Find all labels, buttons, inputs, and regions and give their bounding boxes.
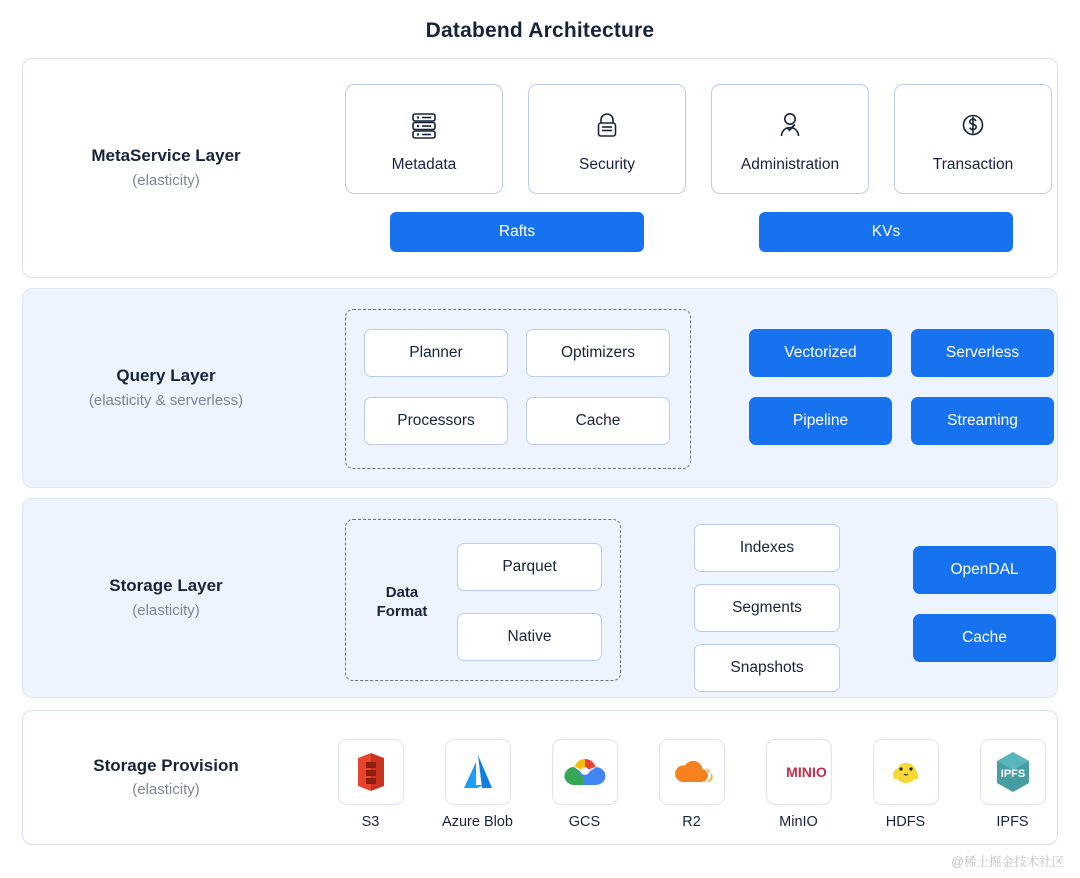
storage-provider-label: S3 [361, 814, 380, 830]
svg-text:IO: IO [811, 764, 827, 780]
query-feature-vectorized[interactable]: Vectorized [749, 329, 892, 377]
data-format-label-line2: Format [376, 602, 428, 620]
storage-provider-r2[interactable] [656, 739, 727, 830]
minio-icon [766, 739, 832, 805]
query-feature-serverless[interactable]: Serverless [911, 329, 1054, 377]
storage-provider-hdfs[interactable] [870, 739, 941, 830]
data-format-label [361, 584, 443, 622]
storage-provider-label: GCS [568, 814, 601, 830]
hadoop-icon [873, 739, 939, 805]
query-feature-list [749, 329, 1054, 445]
database-icon [406, 104, 442, 146]
storage-layer-name: Storage Layer [109, 576, 223, 596]
data-format-label-line1: Data [385, 584, 419, 601]
metaservice-layer [22, 58, 1058, 278]
metaservice-card-transaction[interactable] [894, 84, 1052, 194]
storage-provider-label: HDFS [885, 814, 926, 830]
query-feature-pipeline[interactable]: Pipeline [749, 397, 892, 445]
query-layer [22, 288, 1058, 488]
storage-provision-layer [22, 710, 1058, 845]
storage-provider-label: Azure Blob [442, 814, 513, 830]
storage-structure-segments[interactable]: Segments [694, 584, 840, 632]
metaservice-card-security[interactable] [528, 84, 686, 194]
metaservice-layer-sub: (elasticity) [132, 171, 200, 189]
storage-provider-label: MinIO [779, 814, 818, 830]
metaservice-layer-name: MetaService Layer [91, 146, 241, 166]
aws-s3-icon [338, 739, 404, 805]
storage-structure-indexes[interactable]: Indexes [694, 524, 840, 572]
dollar-circle-icon [955, 104, 991, 146]
ipfs-icon [980, 739, 1046, 805]
svg-text:IPFS: IPFS [1000, 768, 1025, 780]
storage-provider-s3[interactable] [335, 739, 406, 830]
google-cloud-icon [552, 739, 618, 805]
metaservice-card-label: Security [579, 156, 635, 173]
query-component-processors[interactable]: Processors [364, 397, 508, 445]
storage-provider-ipfs[interactable] [977, 739, 1048, 830]
storage-provision-sub: (elasticity) [132, 781, 200, 799]
metaservice-card-metadata[interactable] [345, 84, 503, 194]
storage-structure-list [694, 524, 840, 692]
metaservice-pill-list [390, 212, 1013, 252]
page-title: Databend Architecture [425, 19, 655, 42]
metaservice-card-label: Transaction [932, 156, 1014, 173]
query-layer-sub: (elasticity & serverless) [88, 391, 244, 409]
metaservice-card-label: Administration [740, 156, 840, 173]
storage-provider-list [335, 739, 1048, 830]
storage-layer-label [23, 499, 309, 697]
storage-provider-label: R2 [682, 814, 701, 830]
storage-provider-label: IPFS [996, 814, 1029, 830]
cloudflare-r2-icon [659, 739, 725, 805]
storage-structure-snapshots[interactable]: Snapshots [694, 644, 840, 692]
storage-layer-sub: (elasticity) [132, 601, 200, 619]
query-feature-streaming[interactable]: Streaming [911, 397, 1054, 445]
query-layer-label [23, 289, 309, 487]
data-format-parquet[interactable]: Parquet [457, 543, 602, 591]
query-component-cache[interactable]: Cache [526, 397, 670, 445]
watermark: @稀土掘金技术社区 [951, 855, 1064, 869]
storage-provision-label [23, 711, 309, 844]
storage-provider-gcs[interactable] [549, 739, 620, 830]
data-format-list [457, 543, 602, 661]
storage-layer [22, 498, 1058, 698]
storage-provider-azure-blob[interactable] [442, 739, 513, 830]
storage-provision-name: Storage Provision [93, 755, 239, 775]
query-component-planner[interactable]: Planner [364, 329, 508, 377]
user-check-icon [772, 104, 808, 146]
data-format-native[interactable]: Native [457, 613, 602, 661]
azure-icon [445, 739, 511, 805]
storage-feature-opendal[interactable]: OpenDAL [913, 546, 1056, 594]
pill-rafts[interactable]: Rafts [390, 212, 644, 252]
storage-feature-cache[interactable]: Cache [913, 614, 1056, 662]
metaservice-layer-label [23, 59, 309, 277]
query-component-optimizers[interactable]: Optimizers [526, 329, 670, 377]
storage-feature-list [913, 546, 1056, 662]
metaservice-card-list [345, 84, 1052, 194]
query-layer-name: Query Layer [116, 366, 216, 386]
metaservice-card-administration[interactable] [711, 84, 869, 194]
lock-icon [589, 104, 625, 146]
query-component-list [364, 329, 670, 445]
pill-kvs[interactable]: KVs [759, 212, 1013, 252]
metaservice-card-label: Metadata [391, 156, 457, 173]
svg-text:MIN: MIN [785, 764, 812, 780]
storage-provider-minio[interactable] [763, 739, 834, 830]
